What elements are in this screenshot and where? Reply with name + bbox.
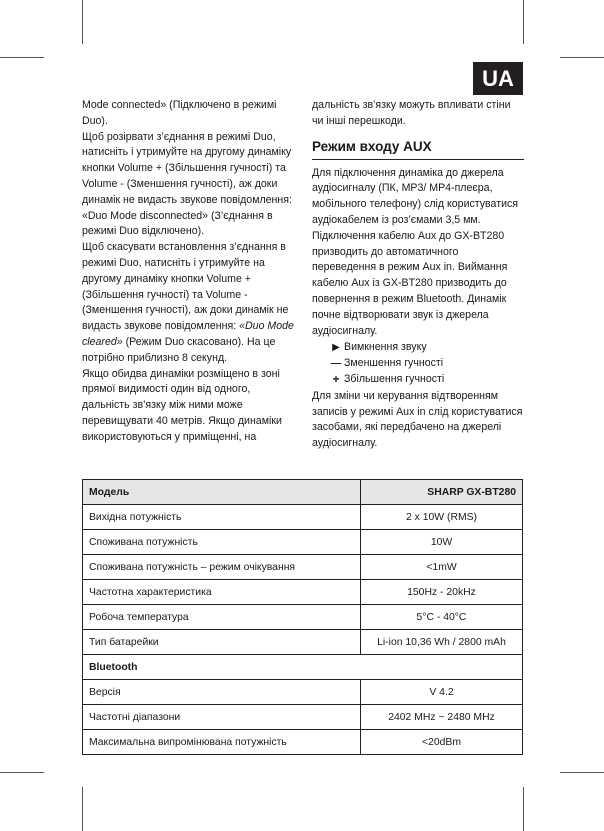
spec-value: 10W (361, 530, 523, 555)
paragraph: Mode connected» (Підключено в режимі Duo). (82, 99, 277, 127)
list-item (312, 356, 524, 372)
right-column (312, 98, 524, 452)
crop-mark (0, 57, 44, 58)
table-row (83, 605, 523, 630)
table-row (83, 630, 523, 655)
paragraph: Підключення кабелю Aux до GX-BT280 призводить до автоматичного переведення в режим Aux in. Виймання кабелю Aux із GX-BT280 призводить до повернення в режим Bluetooth. Динамік почне відтворювати звук із джерела аудіосигналу. (312, 229, 508, 337)
list-item-label: Вимкнення звуку (344, 341, 427, 354)
aux-controls-list (312, 340, 524, 387)
table-row (83, 580, 523, 605)
crop-mark (560, 57, 604, 58)
spec-value: <1mW (361, 555, 523, 580)
list-item (312, 340, 524, 356)
table-section-row (83, 655, 523, 680)
list-item-label: Зменшення гучності (344, 357, 444, 370)
plus-icon: + (332, 371, 340, 386)
table-row (83, 505, 523, 530)
spec-value: 2 x 10W (RMS) (361, 505, 523, 530)
bluetooth-section-title: Bluetooth (83, 655, 523, 680)
spec-value: 150Hz - 20kHz (361, 580, 523, 605)
spec-label: Частотна характеристика (83, 580, 361, 605)
spec-value: V 4.2 (361, 680, 523, 705)
column-header-model: SHARP GX-BT280 (361, 480, 523, 505)
list-item-label: Збільшення гучності (344, 372, 445, 385)
text-span: Щоб скасувати встановлення з’єднання в режимі Duo, натисніть і утримуйте на другому динаміку кнопки Volume + (Збільшення гучності) та Volume - (Зменшення гучності), аж доки динамік не видасть звукове повідомлення: (82, 241, 289, 333)
section-title: Режим входу AUX (312, 138, 524, 160)
text-span: (Режим Duo скасовано). На це потрібно приблизно 8 секунд. (82, 335, 276, 364)
table-header-row (83, 480, 523, 505)
table-row (83, 705, 523, 730)
minus-icon: — (331, 358, 341, 370)
paragraph: Якщо обидва динаміки розміщено в зоні прямої видимості один від одного, дальність зв’язку між ними може перевищувати 40 метрів. Якщо динаміки використовуються у приміщенні, на (82, 367, 282, 443)
spec-label: Частотні діапазони (83, 705, 361, 730)
paragraph: Для підключення динаміка до джерела аудіосигналу (ПК, MP3/ MP4-плеєра, мобільного телефону) слід користуватися аудіокабелем із роз’ємами 3,5 мм. (312, 166, 519, 226)
left-column (82, 98, 294, 446)
table-row (83, 730, 523, 755)
spec-label: Вихідна потужність (83, 505, 361, 530)
spec-value: 2402 MHz ~ 2480 MHz (361, 705, 523, 730)
list-item (312, 372, 524, 388)
spec-label: Споживана потужність (83, 530, 361, 555)
specifications-table (82, 479, 523, 755)
crop-mark (523, 0, 524, 44)
italic-quote: «Duo Mode cleared» (82, 320, 294, 348)
paragraph (82, 240, 294, 366)
spec-label: Версія (83, 680, 361, 705)
spec-label: Робоча температура (83, 605, 361, 630)
language-badge: UA (473, 62, 523, 95)
spec-label: Споживана потужність – режим очікування (83, 555, 361, 580)
spec-value: Li-ion 10,36 Wh / 2800 mAh (361, 630, 523, 655)
table-row (83, 680, 523, 705)
spec-value: <20dBm (361, 730, 523, 755)
table-row (83, 530, 523, 555)
paragraph: Щоб розірвати з’єднання в режимі Duo, натисніть і утримуйте на другому динаміку кнопки Volume + (Збільшення гучності) та Volume - (Зменшення гучності), аж доки динамік не видасть звукове повідомлення: «Duo Mode disconnected» (З’єднання в режимі Duo відключено). (82, 130, 292, 238)
column-header-label: Модель (83, 480, 361, 505)
crop-mark (560, 772, 604, 773)
spec-label: Тип батарейки (83, 630, 361, 655)
table-row (83, 555, 523, 580)
crop-mark (0, 772, 44, 773)
crop-mark (523, 787, 524, 831)
paragraph: дальність зв’язку можуть впливати стіни чи інші перешкоди. (312, 99, 511, 127)
crop-mark (82, 0, 83, 44)
play-icon: ▶ (332, 342, 340, 354)
paragraph: Для зміни чи керування відтворенням записів у режимі Aux in слід користуватися засобами, які передбачено на джерелі аудіосигналу. (312, 389, 523, 450)
spec-value: 5°C - 40°C (361, 605, 523, 630)
crop-mark (82, 787, 83, 831)
spec-label: Максимальна випромінювана потужність (83, 730, 361, 755)
